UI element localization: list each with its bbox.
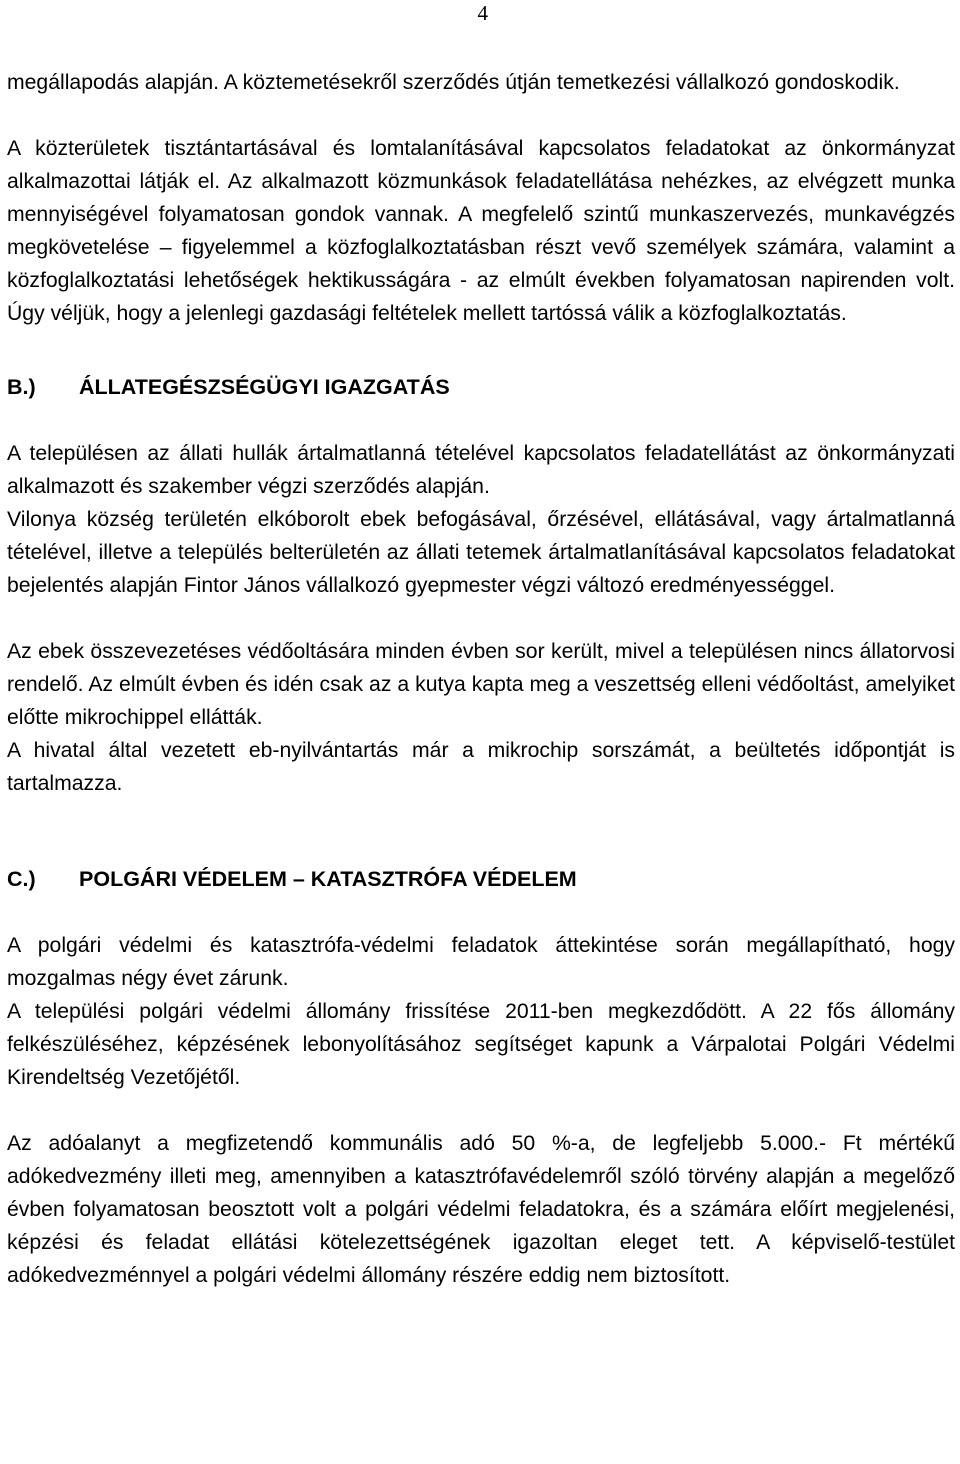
paragraph-c-2: A települési polgári védelmi állomány frissítése 2011-ben megkezdődött. A 22 fős állomány felkészüléséhez, képzésének lebonyolításához segítséget kapunk a Várpalotai Polgári Védelmi Kirendeltség Vezetőjétől. bbox=[7, 1000, 955, 1089]
paragraph-b-2: Vilonya község területén elkóborolt ebek befogásával, őrzésével, ellátásával, vagy ártalmatlanná tételével, illetve a település belterületén az állati tetemek ártalmatlanításával kapcsolatos feladatokat bejelentés alapján Fintor János vállalkozó gyepmester végzi változó eredményességgel. bbox=[7, 508, 955, 597]
spacer bbox=[7, 1094, 955, 1127]
paragraph-b-1: A településen az állati hullák ártalmatlanná tételével kapcsolatos feladatellátást az önkormányzati alkalmazott és szakember végzi szerződés alapján. bbox=[7, 442, 955, 498]
spacer bbox=[7, 330, 955, 371]
section-c-letter: C.) bbox=[7, 867, 36, 891]
spacer bbox=[7, 99, 955, 132]
paragraph-intro-2: A közterületek tisztántartásával és lomtalanításával kapcsolatos feladatokat az önkormányzat alkalmazottai látják el. Az alkalmazott közmunkások feladatellátása nehézkes, az elvégzett munka mennyiségével folyamatosan gondok vannak. A megfelelő szintű munkaszervezés, munkavégzés megkövetelése – figyelemmel a közfoglalkoztatásban részt vevő személyek számára, valamint a közfoglalkoztatási lehetőségek hektikusságára - az elmúlt években folyamatosan napirenden volt. Úgy véljük, hogy a jelenlegi gazdasági feltételek mellett tartóssá válik a közfoglalkoztatás. bbox=[7, 137, 955, 325]
spacer bbox=[7, 896, 955, 929]
section-b-title: ÁLLATEGÉSZSÉGÜGYI IGAZGATÁS bbox=[79, 375, 450, 399]
spacer bbox=[7, 602, 955, 635]
section-b-heading bbox=[7, 371, 955, 404]
paragraph-intro-1: megállapodás alapján. A köztemetésekről szerződés útján temetkezési vállalkozó gondoskodik. bbox=[7, 71, 900, 94]
spacer bbox=[7, 800, 955, 841]
section-c-title: POLGÁRI VÉDELEM – KATASZTRÓFA VÉDELEM bbox=[79, 867, 577, 891]
section-b-letter: B.) bbox=[7, 375, 36, 399]
paragraph-b-3: Az ebek összevezetéses védőoltására minden évben sor került, mivel a településen nincs állatorvosi rendelő. Az elmúlt évben és idén csak az a kutya kapta meg a veszettség elleni védőoltást, amelyiket előtte mikrochippel ellátták. bbox=[7, 640, 955, 729]
paragraph-c-3: Az adóalanyt a megfizetendő kommunális adó 50 %-a, de legfeljebb 5.000.- Ft mértékű adókedvezmény illeti meg, amennyiben a katasztrófavédelemről szóló törvény alapján a megelőző évben folyamatosan beosztott volt a polgári védelmi feladatokra, és a számára előírt megjelenési, képzési és feladat ellátási kötelezettségének igazoltan eleget tett. A képviselő-testület adókedvezménnyel a polgári védelmi állomány részére eddig nem biztosított. bbox=[7, 1132, 955, 1287]
page-number: 4 bbox=[477, 1, 488, 25]
document-body bbox=[7, 66, 955, 1292]
paragraph-b-4: A hivatal által vezetett eb-nyilvántartás már a mikrochip sorszámát, a beültetés időpontját is tartalmazza. bbox=[7, 739, 955, 795]
section-c-heading bbox=[7, 863, 955, 896]
spacer bbox=[7, 841, 955, 863]
paragraph-c-1: A polgári védelmi és katasztrófa-védelmi feladatok áttekintése során megállapítható, hogy mozgalmas négy évet zárunk. bbox=[7, 934, 955, 990]
spacer bbox=[7, 404, 955, 437]
